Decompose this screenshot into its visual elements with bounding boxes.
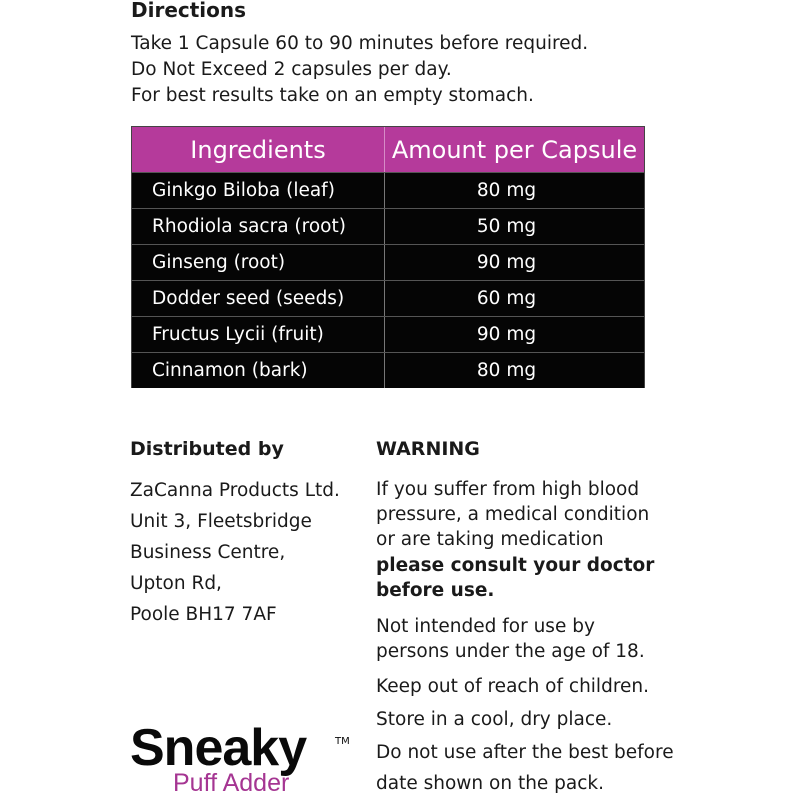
ingredient-amount: 90 mg [476,324,537,345]
distributor-line: Business Centre, [130,542,286,563]
ingredient-name: Ginkgo Biloba (leaf) [132,173,385,208]
distributor-line: Upton Rd, [130,573,222,594]
table-row [132,208,644,244]
directions-line: Take 1 Capsule 60 to 90 minutes before required. [131,33,589,54]
table-header-row [132,127,644,172]
brand-name: Sneaky [130,719,307,777]
warning-line: Not intended for use by [376,616,595,637]
ingredient-name: Dodder seed (seeds) [132,281,385,316]
ingredient-name: Ginseng (root) [132,245,385,280]
warning-line: Do not use after the best before [376,742,674,763]
warning-line-bold: before use. [376,580,495,601]
warning-line: or are taking medication [376,529,604,550]
warning-line: Keep out of reach of children. [376,676,650,697]
table-row [132,352,644,388]
warning-line: Store in a cool, dry place. [376,709,613,730]
warning-line: If you suffer from high blood [376,479,640,500]
warning-line-bold: please consult your doctor [376,555,655,576]
table-row [132,316,644,352]
ingredient-amount: 80 mg [476,360,537,381]
warning-title: WARNING [376,438,480,460]
distributor-line: Poole BH17 7AF [130,604,277,625]
directions-line: Do Not Exceed 2 capsules per day. [131,59,452,80]
trademark-mark: TM [335,736,350,747]
ingredient-name: Cinnamon (bark) [132,353,385,388]
ingredient-amount: 50 mg [476,216,537,237]
table-row [132,280,644,316]
distributor-title: Distributed by [130,438,284,460]
ingredient-amount: 90 mg [476,252,537,273]
ingredient-amount: 60 mg [476,288,537,309]
brand-logo [128,718,358,800]
directions-line: For best results take on an empty stomach. [131,85,534,106]
ingredient-name: Fructus Lycii (fruit) [132,317,385,352]
ingredients-table [131,126,645,388]
ingredient-amount: 80 mg [476,180,537,201]
distributor-line: ZaCanna Products Ltd. [130,480,340,501]
header-amount: Amount per Capsule [391,135,638,164]
ingredient-name: Rhodiola sacra (root) [132,209,385,244]
table-row [132,244,644,280]
header-ingredients: Ingredients [132,127,385,172]
table-row [132,172,644,208]
distributor-line: Unit 3, Fleetsbridge [130,511,312,532]
warning-line: date shown on the pack. [376,773,605,794]
brand-subtitle: Puff Adder [173,769,290,797]
warning-line: pressure, a medical condition [376,504,650,525]
directions-title: Directions [131,0,247,22]
warning-line: persons under the age of 18. [376,641,645,662]
